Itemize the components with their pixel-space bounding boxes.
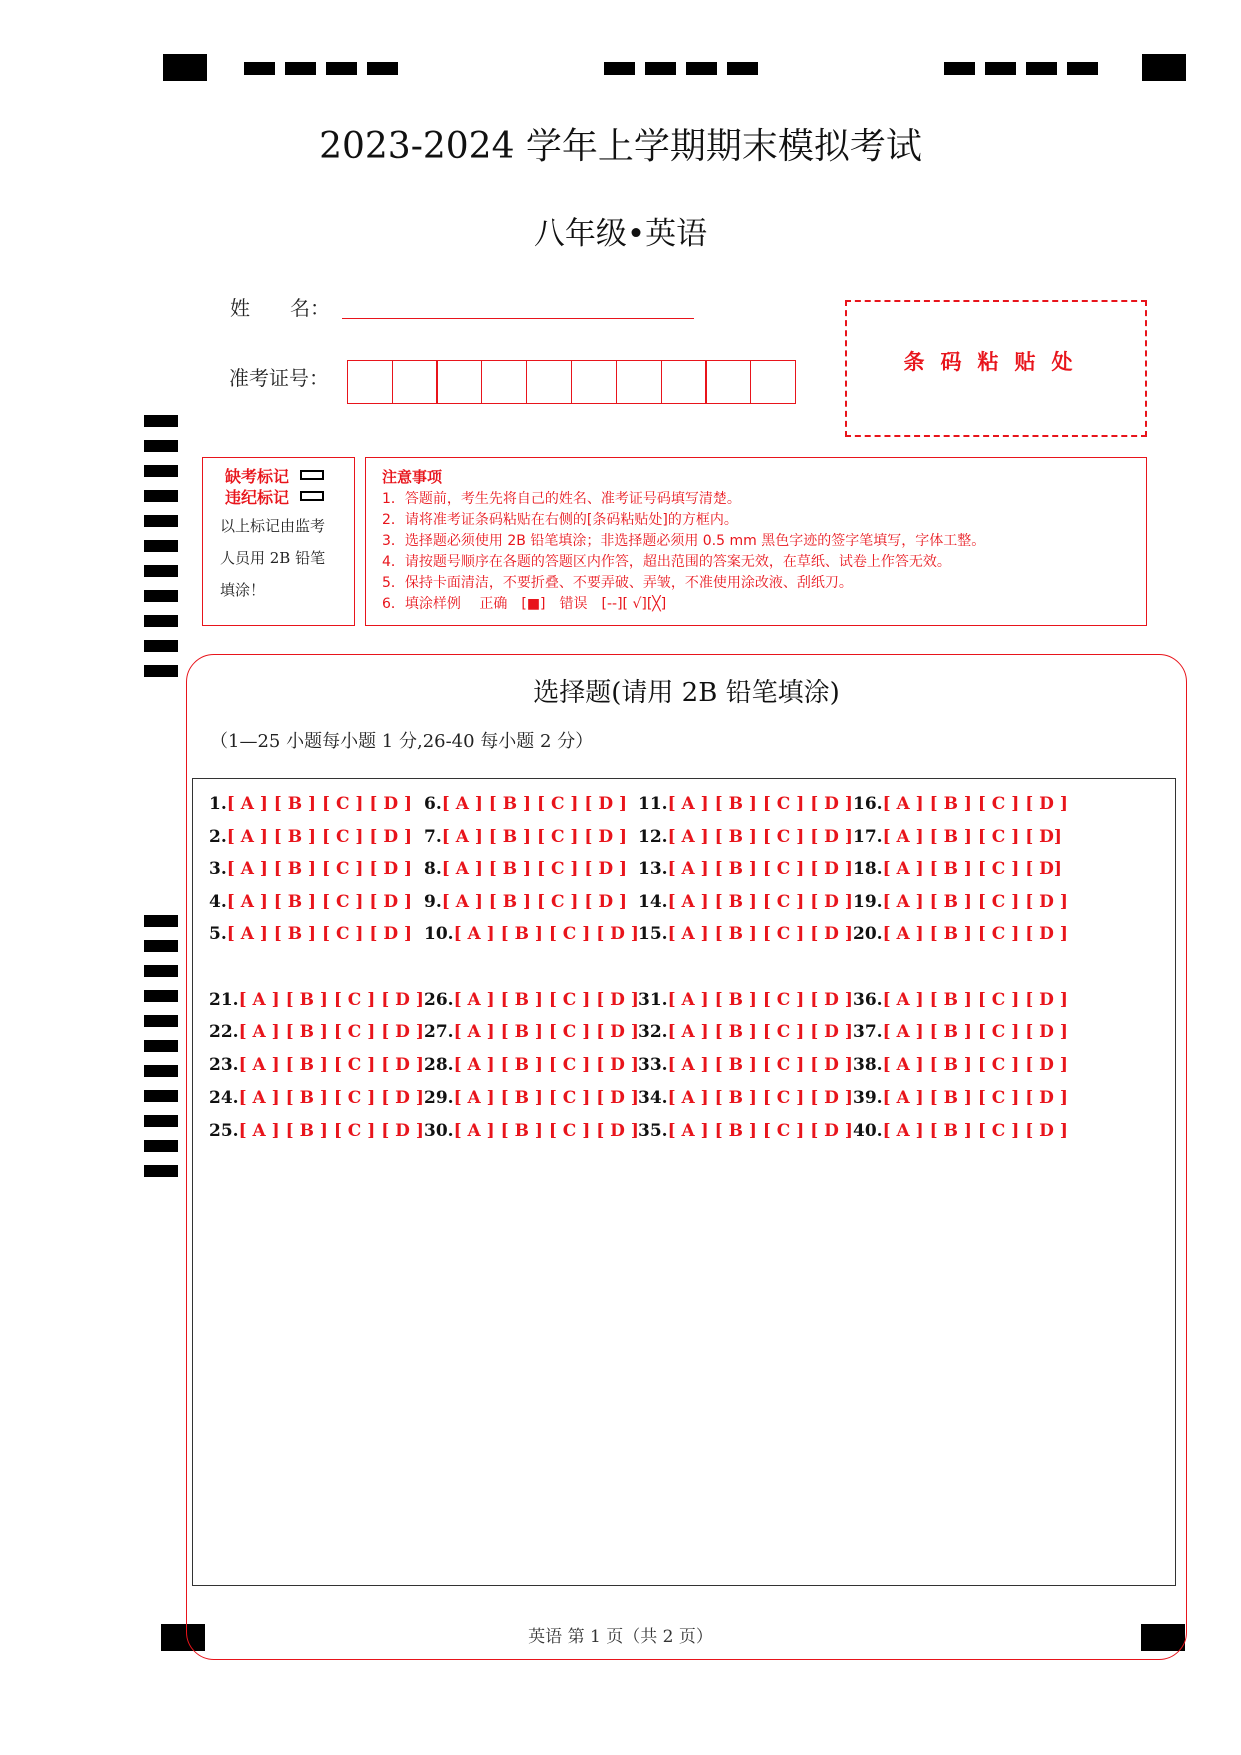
question-number: 2. [209,827,227,847]
question-number: 35. [638,1121,668,1141]
instruction-item: 5．保持卡面清洁，不要折叠、不要弄破、弄皱，不准使用涂改液、刮纸刀。 [382,575,853,591]
answer-options[interactable]: [ A ] [ B ] [ C ] [ D ] [238,1022,424,1042]
question-row[interactable] [853,827,1062,847]
question-number: 7. [424,827,442,847]
answer-options[interactable]: [ A ] [ B ] [ C ] [ D ] [226,859,413,879]
page-subtitle: 八年级•英语 [533,216,708,252]
answer-options[interactable]: [ A ] [ B ] [ C ] [ D ] [667,827,853,847]
answer-options[interactable]: [ A ] [ B ] [ C ] [ D ] [882,1055,1068,1075]
choice-section-title: 选择题(请用 2B 铅笔填涂) [533,678,840,708]
question-number: 12. [638,827,668,847]
question-number: 10. [424,924,454,944]
question-number: 21. [209,990,239,1010]
answer-options[interactable]: [ A ] [ B ] [ C ] [ D ] [667,924,853,944]
answer-options[interactable]: [ A ] [ B ] [ C ] [ D ] [238,1055,424,1075]
question-row[interactable] [424,1088,639,1108]
question-row[interactable] [638,794,853,814]
question-row[interactable] [424,859,627,879]
question-row[interactable] [424,1022,639,1042]
question-number: 27. [424,1022,454,1042]
absent-mark-label: 缺考标记 [225,467,290,486]
answer-options[interactable]: [ A ] [ B ] [ C ] [ D ] [238,1088,424,1108]
answer-options[interactable]: [ A ] [ B ] [ C ] [ D ] [453,1055,639,1075]
answer-options[interactable]: [ A ] [ B ] [ C ] [ D ] [226,924,413,944]
id-digit-box[interactable] [571,360,617,404]
answer-options[interactable]: [ A ] [ B ] [ C ] [ D ] [238,990,424,1010]
barcode-area [845,300,1147,437]
question-number: 5. [209,924,227,944]
instruction-item: 4．请按题号顺序在各题的答题区内作答，超出范围的答案无效，在草纸、试卷上作答无效。 [382,554,951,570]
id-digit-box[interactable] [347,360,393,404]
answer-options[interactable]: [ A ] [ B ] [ C ] [ D ] [453,1022,639,1042]
question-number: 17. [853,827,883,847]
answer-options[interactable]: [ A ] [ B ] [ C ] [ D ] [238,1121,424,1141]
corner-mark-top-right [1142,54,1186,81]
question-number: 11. [638,794,668,814]
id-digit-box[interactable] [616,360,662,404]
question-number: 19. [853,892,883,912]
answer-options[interactable]: [ A ] [ B ] [ C ] [ D ] [882,924,1068,944]
question-number: 32. [638,1022,668,1042]
question-row[interactable] [853,859,1062,879]
violation-mark-checkbox[interactable] [300,491,324,501]
instruction-item: 6．填涂样例 正确 [■] 错误 [--][ √][╳] [382,596,667,612]
answer-options[interactable]: [ A ] [ B ] [ C ] [ D ] [667,794,853,814]
question-number: 40. [853,1121,883,1141]
instructions-title: 注意事项 [382,468,443,486]
question-number: 24. [209,1088,239,1108]
instruction-item: 1．答题前，考生先将自己的姓名、准考证号码填写清楚。 [382,491,741,507]
page-footer: 英语 第 1 页（共 2 页） [528,1627,713,1647]
choice-scoring-note: （1—25 小题每小题 1 分,26-40 每小题 2 分） [210,731,594,752]
question-number: 22. [209,1022,239,1042]
page-title: 2023-2024 学年上学期期末模拟考试 [319,126,922,167]
proctor-marks-box [202,457,355,626]
question-number: 25. [209,1121,239,1141]
question-row[interactable] [638,1088,853,1108]
answer-options[interactable]: [ A ] [ B ] [ C ] [ D ] [667,1022,853,1042]
question-row[interactable] [209,1088,424,1108]
id-label: 准考证号： [229,366,329,390]
answer-options[interactable]: [ A ] [ B ] [ C ] [ D ] [441,827,628,847]
answer-options[interactable]: [ A ] [ B ] [ C ] [ D ] [667,990,853,1010]
answer-options[interactable]: [ A ] [ B ] [ C ] [ D ] [882,1088,1068,1108]
question-row[interactable] [424,892,627,912]
question-row[interactable] [424,794,627,814]
question-number: 14. [638,892,668,912]
question-row[interactable] [638,1055,853,1075]
question-row[interactable] [209,924,412,944]
answer-options[interactable]: [ A ] [ B ] [ C ] [ D ] [226,794,413,814]
id-digit-box[interactable] [705,360,751,404]
answer-options[interactable]: [ A ] [ B ] [ C ] [ D ] [667,1121,853,1141]
instruction-item: 2．请将准考证条码粘贴在右侧的[条码粘贴处]的方框内。 [382,512,738,528]
id-digit-box[interactable] [481,360,527,404]
question-number: 31. [638,990,668,1010]
question-number: 8. [424,859,442,879]
name-label: 姓 名： [230,296,330,320]
question-row[interactable] [853,1121,1068,1141]
answer-options[interactable]: [ A ] [ B ] [ C ] [ D ] [441,859,628,879]
barcode-label: 条码粘贴处 [903,350,1089,374]
absent-mark-checkbox[interactable] [300,470,324,480]
marks-note-line2: 人员用 2B 铅笔 [220,549,326,567]
question-row[interactable] [853,924,1068,944]
question-number: 15. [638,924,668,944]
question-row[interactable] [638,892,853,912]
question-row[interactable] [424,1121,639,1141]
question-row[interactable] [853,1055,1068,1075]
instructions-box [365,457,1147,626]
question-number: 4. [209,892,227,912]
answer-options[interactable]: [ A ] [ B ] [ C ] [ D ] [667,892,853,912]
question-number: 39. [853,1088,883,1108]
question-number: 29. [424,1088,454,1108]
question-number: 18. [853,859,883,879]
id-digit-box[interactable] [661,360,707,404]
question-number: 37. [853,1022,883,1042]
question-number: 3. [209,859,227,879]
question-row[interactable] [424,1055,639,1075]
answer-options[interactable]: [ A ] [ B ] [ C ] [ D ] [453,1121,639,1141]
answer-options[interactable]: [ A ] [ B ] [ C ] [ D ] [453,924,639,944]
question-row[interactable] [853,794,1068,814]
question-row[interactable] [424,990,639,1010]
answer-options[interactable]: [ A ] [ B ] [ C ] [ D ] [453,990,639,1010]
question-row[interactable] [853,1088,1068,1108]
marks-note-line3: 填涂！ [220,581,266,599]
question-row[interactable] [209,1121,424,1141]
answer-options[interactable]: [ A ] [ B ] [ C ] [ D ] [226,892,413,912]
answer-options[interactable]: [ A ] [ B ] [ C ] [ D ] [882,990,1068,1010]
question-row[interactable] [209,794,412,814]
question-number: 6. [424,794,442,814]
question-number: 16. [853,794,883,814]
answer-options[interactable]: [ A ] [ B ] [ C ] [ D ] [667,859,853,879]
question-row[interactable] [638,1121,853,1141]
instruction-item: 3．选择题必须使用 2B 铅笔填涂；非选择题必须用 0.5 mm 黑色字迹的签字笔填写，字体工整。 [382,533,986,549]
violation-mark-label: 违纪标记 [225,488,290,507]
question-row[interactable] [209,827,412,847]
question-row[interactable] [638,990,853,1010]
question-number: 9. [424,892,442,912]
id-number-boxes[interactable] [348,360,796,404]
question-number: 20. [853,924,883,944]
answer-options[interactable]: [ A ] [ B ] [ C ] [ D ] [453,1088,639,1108]
question-number: 13. [638,859,668,879]
id-digit-box[interactable] [750,360,796,404]
answer-options[interactable]: [ A ] [ B ] [ C ] [ D ] [882,1022,1068,1042]
answer-options[interactable]: [ A ] [ B ] [ C ] [ D ] [226,827,413,847]
marks-note-line1: 以上标记由监考 [220,517,326,535]
answer-options[interactable]: [ A ] [ B ] [ C ] [ D ] [667,1055,853,1075]
question-row[interactable] [638,924,853,944]
question-number: 36. [853,990,883,1010]
corner-mark-top-left [163,54,207,81]
answer-options[interactable]: [ A ] [ B ] [ C ] [ D ] [882,794,1068,814]
question-row[interactable] [424,827,627,847]
answer-options[interactable]: [ A ] [ B ] [ C ] [ D] [882,859,1062,879]
question-number: 23. [209,1055,239,1075]
question-row[interactable] [638,827,853,847]
question-row[interactable] [853,1022,1068,1042]
question-row[interactable] [209,1022,424,1042]
question-number: 34. [638,1088,668,1108]
answer-options[interactable]: [ A ] [ B ] [ C ] [ D] [882,827,1062,847]
question-number: 26. [424,990,454,1010]
question-row[interactable] [209,859,412,879]
question-number: 33. [638,1055,668,1075]
question-row[interactable] [424,924,639,944]
question-number: 30. [424,1121,454,1141]
answer-options[interactable]: [ A ] [ B ] [ C ] [ D ] [882,1121,1068,1141]
id-digit-box[interactable] [436,360,482,404]
question-row[interactable] [853,892,1068,912]
answer-options[interactable]: [ A ] [ B ] [ C ] [ D ] [441,794,628,814]
question-number: 38. [853,1055,883,1075]
id-digit-box[interactable] [526,360,572,404]
question-number: 1. [209,794,227,814]
id-digit-box[interactable] [392,360,438,404]
answer-options[interactable]: [ A ] [ B ] [ C ] [ D ] [441,892,628,912]
question-row[interactable] [209,892,412,912]
question-row[interactable] [853,990,1068,1010]
question-row[interactable] [638,1022,853,1042]
question-number: 28. [424,1055,454,1075]
name-field[interactable] [342,318,694,319]
question-row[interactable] [209,1055,424,1075]
answer-options[interactable]: [ A ] [ B ] [ C ] [ D ] [882,892,1068,912]
answer-options[interactable]: [ A ] [ B ] [ C ] [ D ] [667,1088,853,1108]
question-row[interactable] [638,859,853,879]
question-row[interactable] [209,990,424,1010]
